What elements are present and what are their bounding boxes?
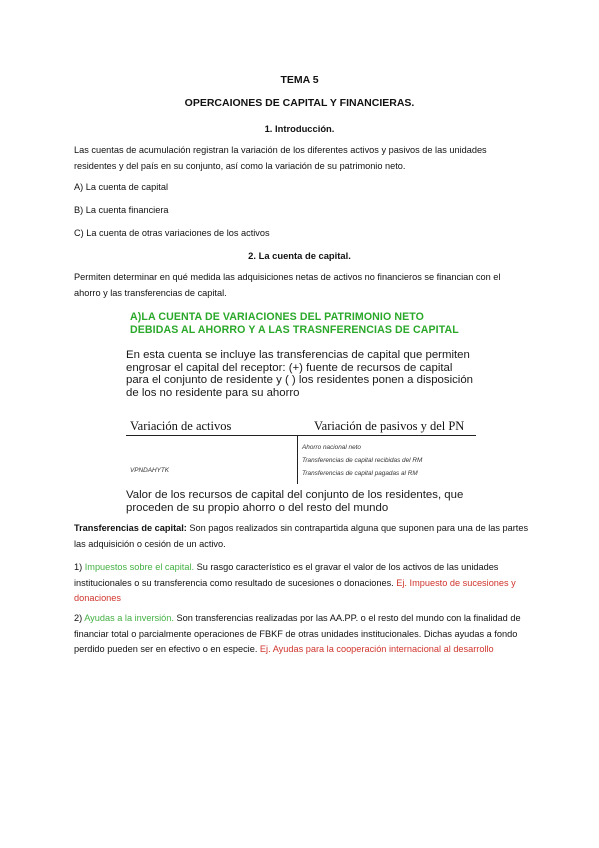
slide-footer-text: Valor de los recursos de capital del conjunto de los residentes, que proceden de su propio ahorro o del resto del mundo xyxy=(126,489,464,514)
table-row-left: VPNDAHYTK xyxy=(130,467,170,474)
transfers-paragraph xyxy=(74,521,529,552)
topic-number: TEMA 5 xyxy=(280,74,319,86)
table-header-liabilities: Variación de pasivos y del PN xyxy=(314,419,465,433)
section-heading-capital: 2. La cuenta de capital. xyxy=(248,250,351,261)
section-heading-introduction: 1. Introducción. xyxy=(264,123,335,134)
slide-body-text: En esta cuenta se incluye las transferencias de capital que permiten engrosar el capital del receptor: (+) fuente de recursos de capital para el conjunto de residente y ( ) los residentes ponen a disposición de los no residente para su ahorro xyxy=(126,349,473,399)
item-number: 2) xyxy=(74,613,85,623)
capital-account-slide xyxy=(122,309,482,514)
table-row-right: Transferencias de capital pagadas al RM xyxy=(302,470,418,477)
list-item-c: C) La cuenta de otras variaciones de los activos xyxy=(74,228,270,238)
slide-title-line-2: DEBIDAS AL AHORRO Y A LAS TRASNFERENCIAS DE CAPITAL xyxy=(130,324,459,336)
capital-paragraph: Permiten determinar en qué medida las adquisiciones netas de activos no financieros se financian con el ahorro y las transferencias de capital. xyxy=(74,272,501,298)
transfers-label: Transferencias de capital: xyxy=(74,523,187,533)
intro-paragraph: Las cuentas de acumulación registran la variación de los diferentes activos y pasivos de las unidades residentes y del país en su conjunto, así como la variación de su patrimonio neto. xyxy=(74,145,487,171)
investment-grants-paragraph xyxy=(74,611,529,658)
table-row-right: Transferencias de capital recibidas del RM xyxy=(302,457,423,464)
table-header-assets: Variación de activos xyxy=(130,419,232,433)
transfers-text: Son pagos realizados sin contrapartida alguna que suponen para una de las partes las adquisición o cesión de un activo. xyxy=(74,523,529,549)
capital-taxes-label: Impuestos sobre el capital. xyxy=(84,562,195,572)
table-row-right: Ahorro nacional neto xyxy=(302,444,361,451)
capital-taxes-paragraph xyxy=(74,560,529,607)
capital-taxes-example: Ej. Impuesto de sucesiones y donaciones xyxy=(74,577,516,603)
document-title: OPERCAIONES DE CAPITAL Y FINANCIERAS. xyxy=(184,97,415,109)
table-divider-horizontal xyxy=(126,435,476,436)
list-item-b: B) La cuenta financiera xyxy=(74,205,169,215)
capital-taxes-text: Su rasgo característico es el gravar el valor de los activos de las unidades institucionales o su transferencia como resultado de sucesiones o donaciones. xyxy=(74,562,499,588)
slide-title-line-1: A)LA CUENTA DE VARIACIONES DEL PATRIMONIO NETO xyxy=(130,311,424,323)
slide-title xyxy=(130,311,459,337)
item-number: 1) xyxy=(74,562,85,572)
list-item-a: A) La cuenta de capital xyxy=(74,182,168,192)
investment-grants-label: Ayudas a la inversión. xyxy=(84,613,174,623)
investment-grants-text: Son transferencias realizadas por las AA.PP. o el resto del mundo con la finalidad de financiar total o parcialmente operaciones de FBKF de otras unidades institucionales. Dichas ayudas a fondo perdido pueden ser en efectivo o en especie. xyxy=(74,613,521,654)
table-divider-vertical xyxy=(297,436,298,484)
investment-grants-example: Ej. Ayudas para la cooperación internacional al desarrollo xyxy=(259,644,494,654)
